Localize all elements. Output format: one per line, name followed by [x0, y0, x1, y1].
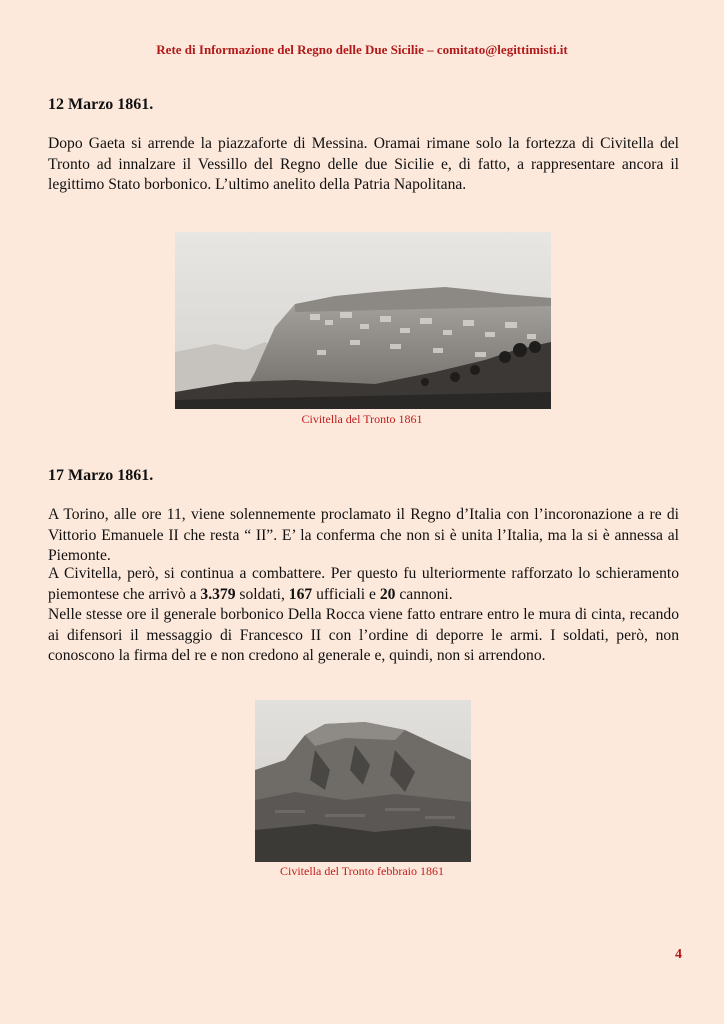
civitella-febbraio-1861-photo — [255, 700, 471, 862]
section2-paragraph-2 — [48, 564, 679, 605]
page-number: 4 — [675, 947, 682, 962]
photo-illustration-1 — [175, 232, 551, 409]
figure1-caption: Civitella del Tronto 1861 — [301, 412, 423, 426]
civitella-1861-photo — [175, 232, 551, 409]
section2-paragraph-1: A Torino, alle ore 11, viene solennemente proclamato il Regno d’Italia con l’incoronazione a re di Vittorio Emanuele II che resta “ II”. E’ la conferma che non si è unita l’Italia, ma la si è annessa al Piemonte. — [48, 506, 679, 565]
photo-illustration-2 — [255, 700, 471, 862]
p2-text-a: A Civitella, però, si continua a combattere. Per questo fu ulteriormente rafforzato lo schieramento piemontese che arrivò a — [48, 565, 679, 603]
soldiers-count: 3.379 — [200, 585, 236, 603]
p2-text-b: soldati, — [235, 585, 289, 603]
section-date-17-marzo: 17 Marzo 1861. — [48, 467, 154, 484]
page-header: Rete di Informazione del Regno delle Due Sicilie – comitato@legittimisti.it — [156, 42, 568, 57]
section-date-12-marzo: 12 Marzo 1861. — [48, 96, 154, 113]
section2-paragraph-3: Nelle stesse ore il generale borbonico Della Rocca viene fatto entrare entro le mura di cinta, recando ai difensori il messaggio di Francesco II con l’ordine di deporre le armi. I soldati, però, non conoscono la firma del re e non credono al generale e, quindi, non si arrendono. — [48, 606, 679, 665]
section1-paragraph: Dopo Gaeta si arrende la piazzaforte di Messina. Oramai rimane solo la fortezza di Civitella del Tronto ad innalzare il Vessillo del Regno delle due Sicilie e, di fatto, a rappresentare ancora il legittimo Stato borbonico. L’ultimo anelito della Patria Napolitana. — [48, 135, 679, 194]
p2-text-d: cannoni. — [395, 585, 453, 603]
officers-count: 167 — [288, 585, 313, 603]
cannons-count: 20 — [379, 585, 396, 603]
p2-text-c: ufficiali e — [312, 585, 380, 603]
figure2-caption: Civitella del Tronto febbraio 1861 — [280, 864, 444, 878]
